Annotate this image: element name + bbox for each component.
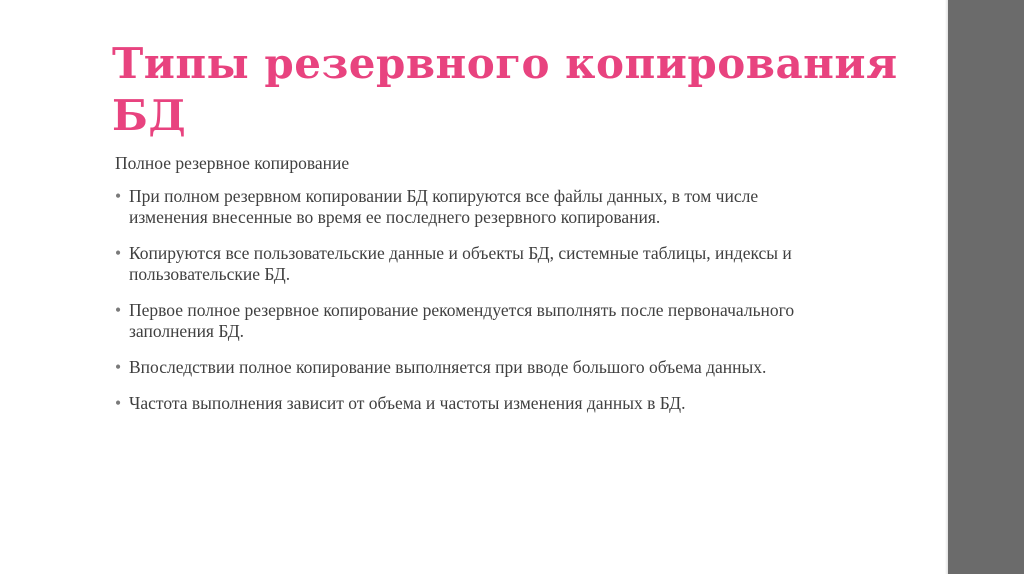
side-bar — [948, 0, 1024, 574]
bullet-icon: • — [115, 300, 122, 320]
slide-title: Типы резервного копирования БД — [112, 39, 898, 140]
bullet-icon: • — [115, 186, 122, 206]
slide-content — [115, 152, 815, 429]
bullet-text: Первое полное резервное копирование рекомендуется выполнять после первоначального заполнения БД. — [129, 300, 795, 341]
bullet-item — [115, 357, 815, 378]
bullet-text: Копируются все пользовательские данные и объекты БД, системные таблицы, индексы и пользовательские БД. — [129, 243, 792, 284]
bullet-item — [115, 393, 815, 414]
bullet-text: Впоследствии полное копирование выполняется при вводе большого объема данных. — [129, 357, 767, 377]
bullet-item — [115, 243, 815, 285]
bullet-icon: • — [115, 393, 122, 413]
bullet-icon: • — [115, 243, 122, 263]
bullet-item — [115, 186, 815, 228]
bullet-icon: • — [115, 357, 122, 377]
bullet-text: При полном резервном копировании БД копируются все файлы данных, в том числе изменения внесенные во время ее последнего резервного копирования. — [129, 186, 759, 227]
bullet-list — [115, 186, 815, 414]
bullet-item — [115, 300, 815, 342]
bullet-text: Частота выполнения зависит от объема и частоты изменения данных в БД. — [129, 393, 686, 413]
subheading: Полное резервное копирование — [115, 153, 350, 173]
